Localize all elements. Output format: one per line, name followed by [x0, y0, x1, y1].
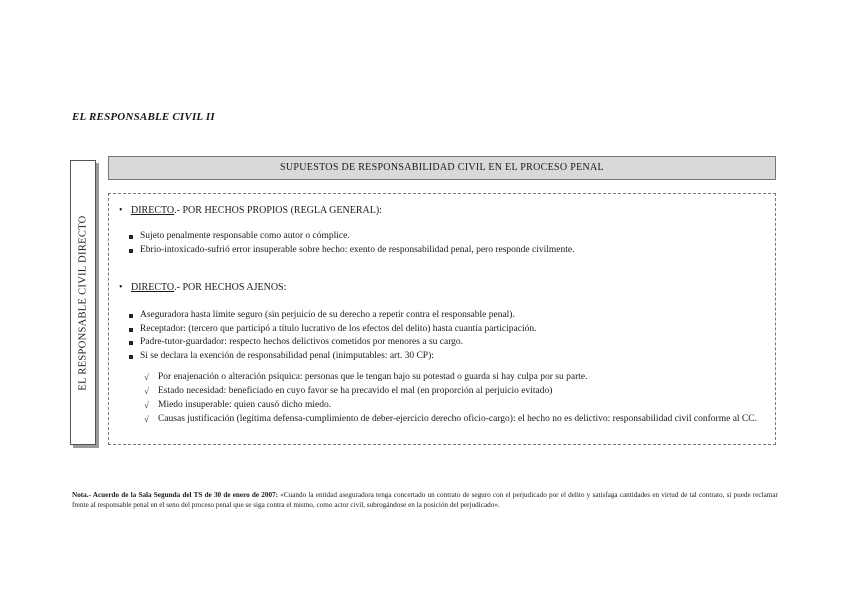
list-item: Si se declara la exención de responsabilidad penal (inimputables: art. 30 CP):	[129, 350, 536, 364]
list-item: Sujeto penalmente responsable como autor o cómplice.	[129, 230, 574, 244]
section-heading-propios	[119, 205, 382, 216]
section-header: SUPUESTOS DE RESPONSABILIDAD CIVIL EN EL PROCESO PENAL	[108, 156, 776, 180]
footnote-lead: Nota.- Acuerdo de la Sala Segunda del TS de 30 de enero de 2007:	[72, 491, 279, 499]
list-propios	[129, 230, 574, 257]
bullet: •	[119, 205, 123, 216]
bullet: •	[119, 282, 123, 293]
check-icon: √	[144, 414, 149, 424]
check-icon: √	[144, 386, 149, 396]
list-item: √ Estado necesidad: beneficiado en cuyo favor se ha precavido el mal (en proporción al perjuicio evitado)	[144, 386, 553, 396]
list-item: Padre-tutor-guardador: respecto hechos delictivos cometidos por menores a su cargo.	[129, 336, 536, 350]
list-item: Aseguradora hasta límite seguro (sin perjuicio de su derecho a repetir contra el responsable penal).	[129, 309, 536, 323]
heading-text: .- POR HECHOS PROPIOS (REGLA GENERAL):	[174, 205, 382, 216]
heading-text: .- POR HECHOS AJENOS:	[174, 282, 287, 293]
page-title: EL RESPONSABLE CIVIL II	[72, 111, 215, 123]
side-label-box	[70, 160, 96, 445]
content-box	[108, 193, 776, 445]
list-item: Ebrio-intoxicado-sufrió error insuperable sobre hecho: exento de responsabilidad penal, pero responde civilmente.	[129, 244, 574, 258]
list-item: √ Causas justificación (legítima defensa-cumplimiento de deber-ejercicio derecho oficio-cargo): el hecho no es delictivo: responsabilidad civil conforme al CC.	[144, 414, 757, 424]
list-exenciones	[144, 370, 769, 426]
check-icon: √	[144, 400, 149, 410]
footnote	[72, 490, 778, 510]
list-item: √ Por enajenación o alteración psíquica: personas que le tengan bajo su potestad o guarda si hay culpa por su parte.	[144, 372, 588, 382]
section-heading-ajenos	[119, 282, 286, 293]
footnote-text: «Cuando la entidad aseguradora tenga concertado un contrato de seguro con el perjudicado por el delito y satisfaga cantidades en virtud de tal contrato, sí puede reclamar frente al responsable penal en el seno del proceso penal que se siga contra el mismo, como actor civil, subrogándose en la posición del perjudicado».	[72, 491, 778, 509]
list-item: √ Miedo insuperable: quien causó dicho miedo.	[144, 400, 332, 410]
list-ajenos	[129, 309, 536, 363]
heading-underlined: DIRECTO	[131, 205, 175, 216]
side-label: EL RESPONSABLE CIVIL DIRECTO	[77, 214, 89, 391]
list-item: Receptador: (tercero que participó a título lucrativo de los efectos del delito) hasta cuantía participación.	[129, 323, 536, 337]
check-icon: √	[144, 372, 149, 382]
heading-underlined: DIRECTO	[131, 282, 175, 293]
